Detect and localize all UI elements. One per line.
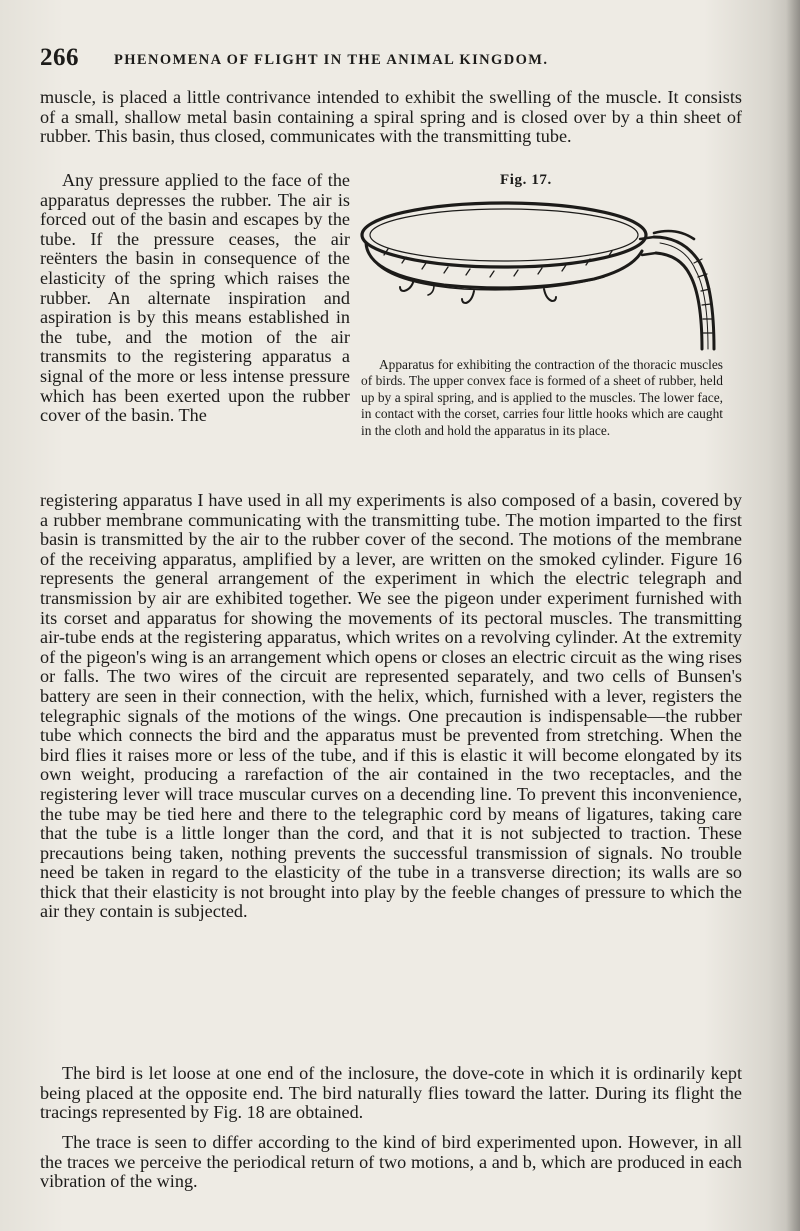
body-paragraph-3: registering apparatus I have used in all my experiments is also composed of a basin, covered by a rubber membrane communicating with the transmitting tube. The motion imparted to the first basin is transmitted by the air to the rubber cover of the second. The motions of the membrane of the receiving apparatus, amplified by a lever, are written on the smoked cylinder. Figure 16 represents the general arrangement of the experiment in which the electric telegraph and transmission by air are exhibited together. We see the pigeon under experiment furnished with its corset and apparatus for showing the movements of its pectoral muscles. The transmitting air-tube ends at the registering apparatus, which writes on a revolving cylinder. At the extremity of the pigeon's wing is an arrangement which opens or closes an electric circuit as the wing rises or falls. The two wires of the circuit are represented separately, and two cells of Bunsen's battery are seen in their connection, with the helix, which, furnished with a lever, registers the telegraphic signals of the motions of the wings. One precaution is indispensable—the rubber tube which connects the bird and the apparatus must be prevented from stretching. When the bird flies it raises more or less of the tube, and if this is elastic it will become elongated by its own weight, producing a rarefaction of the air contained in the two receptacles, and the registering lever will trace muscular curves on a decending line. To prevent this inconvenience, the tube may be tied here and there to the telegraphic cord by means of ligatures, taking care that the tube is a little longer than the cord, and that it is not subjected to traction. These precautions being taken, nothing prevents the successful transmission of signals. No trouble need be taken in regard to the elasticity of the tube in a transverse direction; its walls are so thick that their elasticity is not brought into play by the feeble changes of pressure to which the air they contain is subjected. (40, 490, 742, 922)
body-paragraph-1: muscle, is placed a little contrivance intended to exhibit the swelling of the muscle. It consists of a small, shallow metal basin containing a spiral spring and is closed over by a thin sheet of rubber. This basin, thus closed, communicates with the transmitting tube. (40, 87, 742, 147)
figure-17-illustration (354, 193, 724, 353)
page-header (40, 44, 740, 78)
figure-caption: Apparatus for exhibiting the contraction of the thoracic muscles of birds. The upper convex face is formed of a sheet of rubber, held up by a spiral spring, and is applied to the muscles. The lower face, in contact with the corset, carries four little hooks which are caught in the cloth and hold the apparatus in its place. (361, 357, 723, 438)
body-paragraph-2: Any pressure applied to the face of the apparatus depresses the rubber. The air is forced out of the basin and escapes by the tube. If the pressure ceases, the air reënters the basin in consequence of the elasticity of the spring which raises the rubber. An alternate inspiration and aspiration is by this means established in the tube, and the motion of the air transmits to the registering apparatus a signal of the more or less intense pressure which has been exerted upon the rubber cover of the basin. The (40, 170, 350, 426)
page-gutter-shadow (786, 0, 800, 1231)
figure-title: Fig. 17. (500, 172, 552, 188)
body-paragraph-4: The bird is let loose at one end of the inclosure, the dove-cote in which it is ordinarily kept being placed at the opposite end. The bird naturally flies toward the latter. During its flight the tracings represented by Fig. 18 are obtained. (40, 1063, 742, 1123)
page-number: 266 (40, 44, 79, 71)
body-paragraph-5: The trace is seen to differ according to the kind of bird experimented upon. However, in all the traces we perceive the periodical return of two motions, a and b, which are produced in each vibration of the wing. (40, 1132, 742, 1192)
running-head: PHENOMENA OF FLIGHT IN THE ANIMAL KINGDOM. (114, 52, 549, 68)
